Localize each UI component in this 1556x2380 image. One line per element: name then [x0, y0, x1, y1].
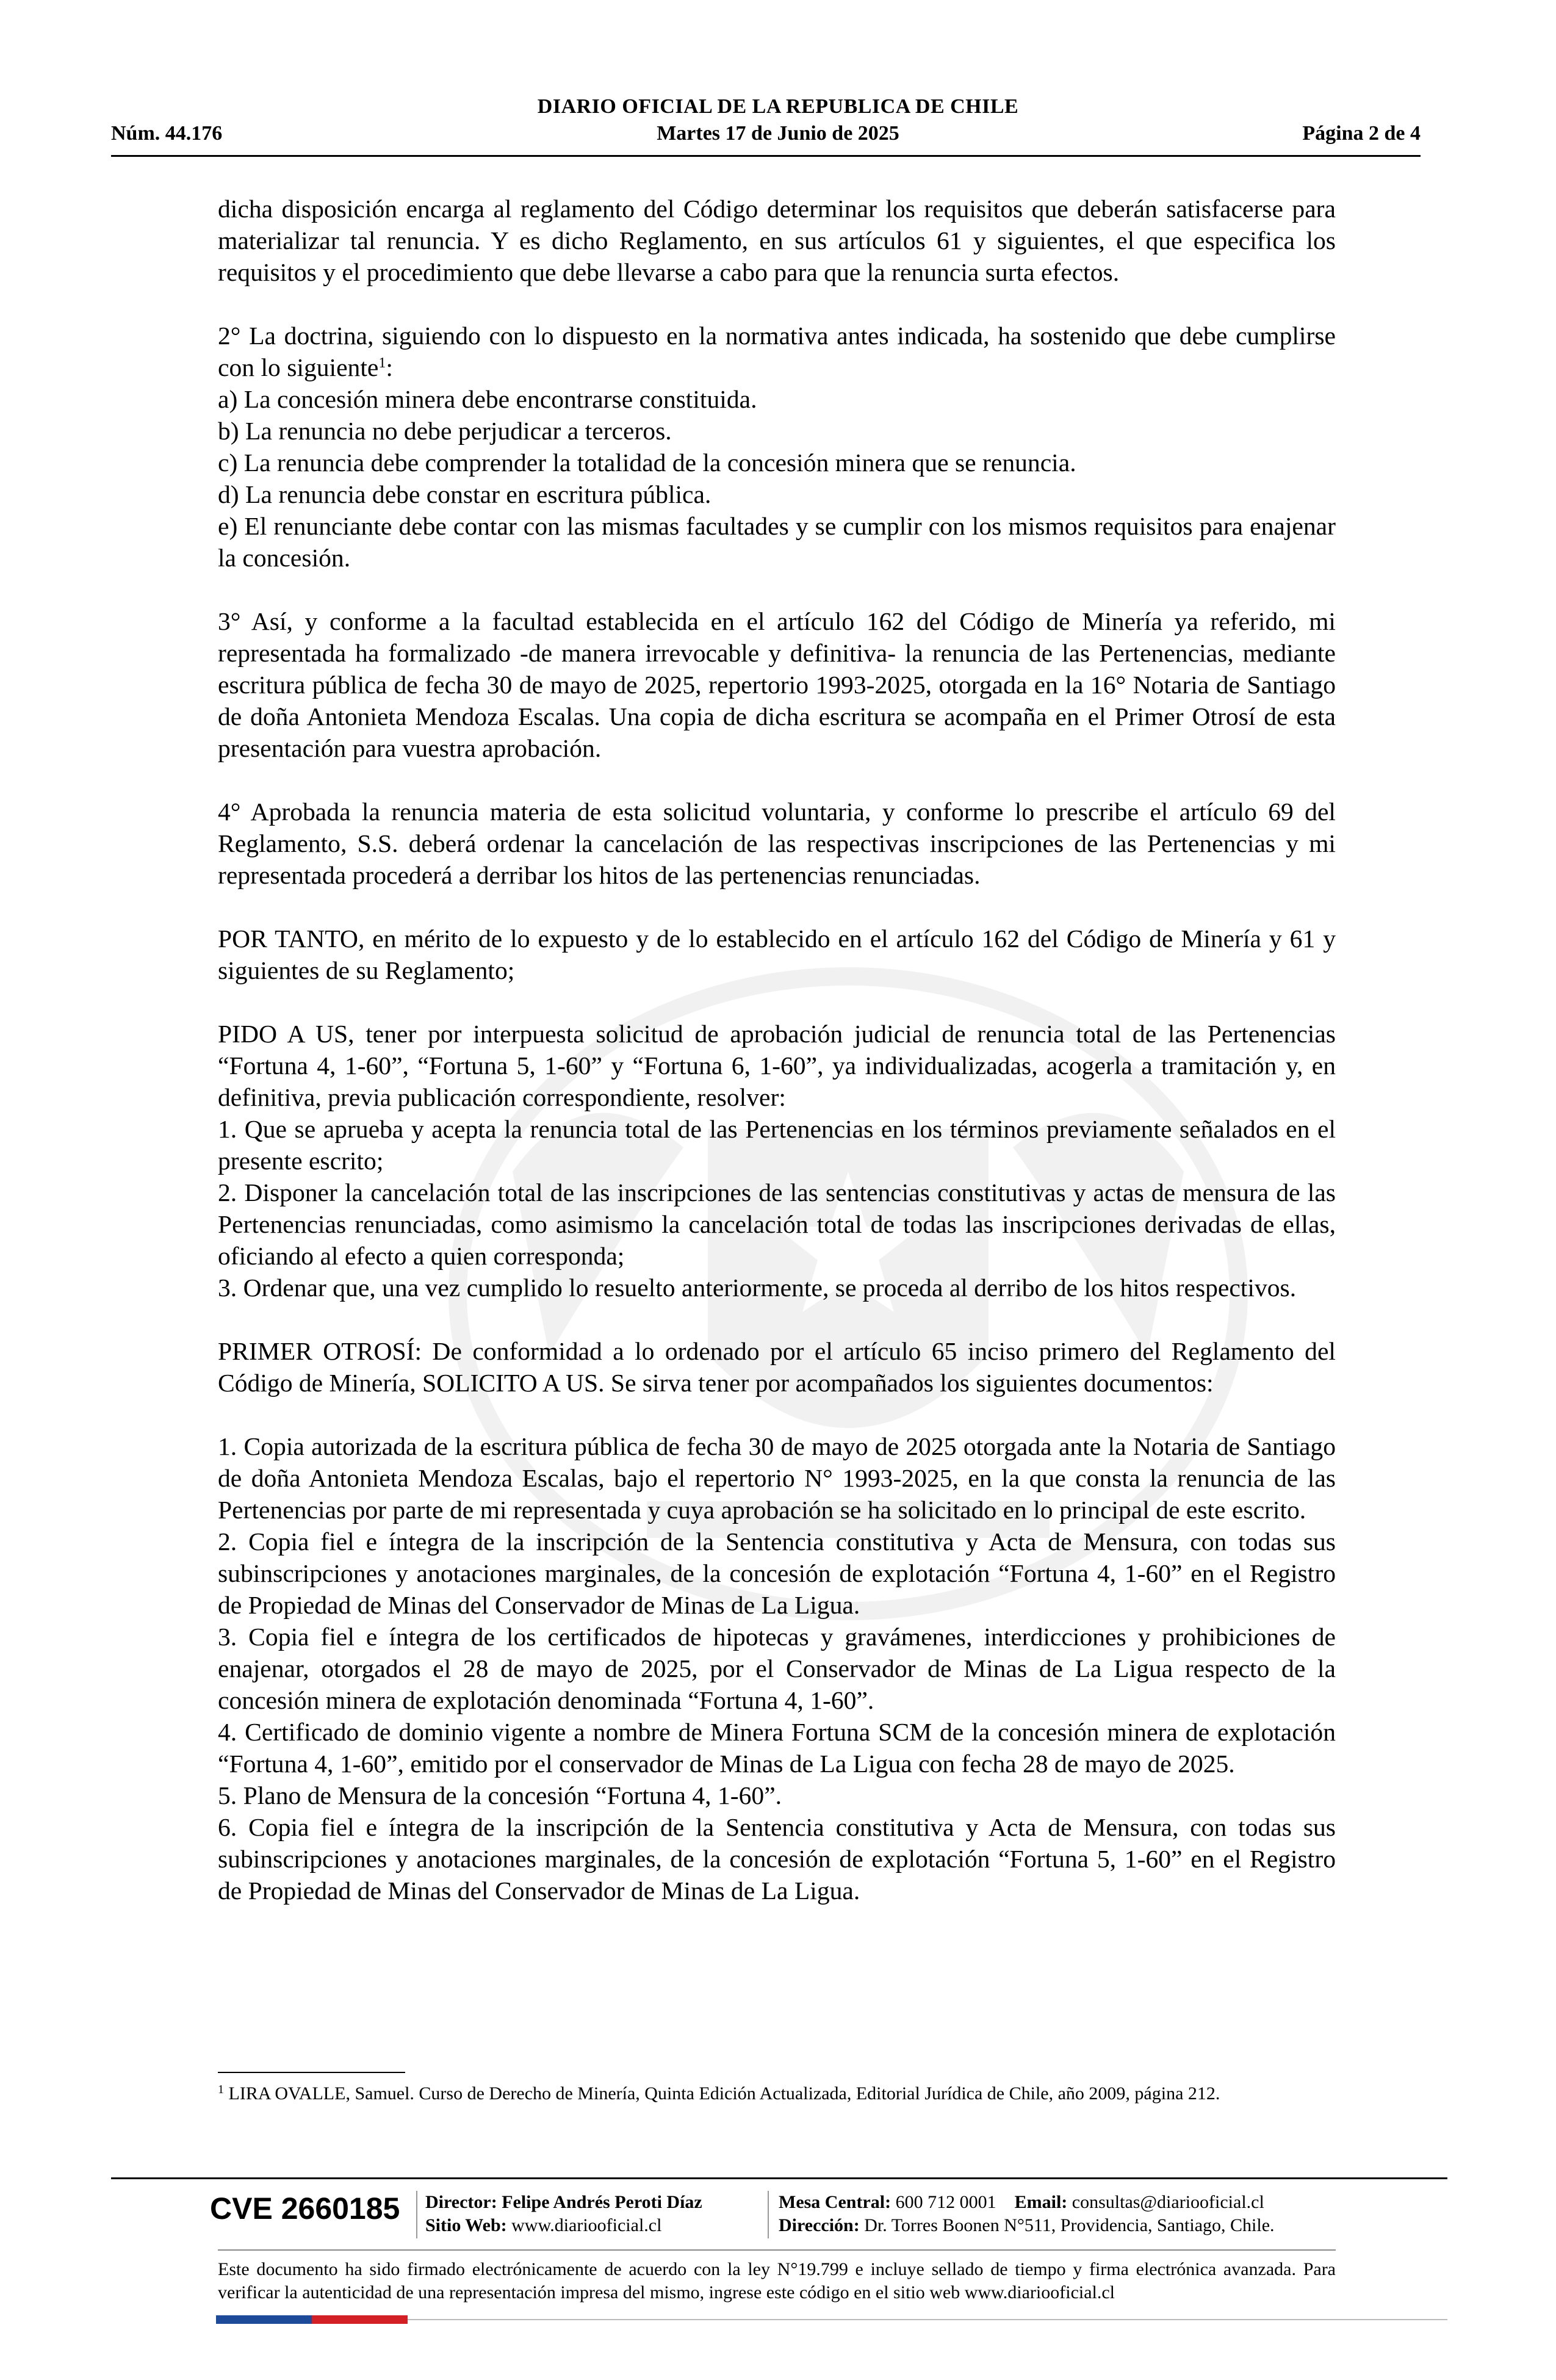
footer-contact-block — [779, 2191, 1275, 2237]
requirement-item-c: c) La renuncia debe comprender la totalidad de la concesión minera que se renuncia. — [218, 449, 1076, 477]
issue-number: Núm. 44.176 — [111, 122, 223, 145]
request-item-3: 3. Ordenar que, una vez cumplido lo resuelto anteriormente, se proceda al derribo de los hitos respectivos. — [218, 1274, 1297, 1302]
email-link[interactable]: consultas@diariooficial.cl — [1067, 2192, 1264, 2212]
mesa-label: Mesa Central: — [779, 2192, 891, 2212]
document-item-4: 4. Certificado de dominio vigente a nombre de Minera Fortuna SCM de la concesión minera de explotación “Fortuna 4, 1-60”, emitido por el conservador de Minas de La Ligua con fecha 28 de mayo de 2025. — [218, 1718, 1336, 1778]
paragraph-primer-otrosi: PRIMER OTROSÍ: De conformidad a lo ordenado por el artículo 65 inciso primero del Reglamento del Código de Minería, SOLICITO A US. Se sirva tener por acompañados los siguientes documentos: — [218, 1337, 1336, 1397]
address-label: Dirección: — [779, 2215, 860, 2235]
requirement-item-d: d) La renuncia debe constar en escritura pública. — [218, 480, 711, 508]
document-item-2: 2. Copia fiel e íntegra de la inscripción de la Sentencia constitutiva y Acta de Mensura, con todas sus subinscripciones y anotaciones marginales, de la concesión de explotación “Fortuna 4, 1-60” en el Registro de Propiedad de Minas del Conservador de Minas de La Ligua. — [218, 1527, 1336, 1619]
address-value: Dr. Torres Boonen N°511, Providencia, Santiago, Chile. — [859, 2215, 1275, 2235]
document-body — [218, 193, 1336, 1906]
page-number: Página 2 de 4 — [1302, 122, 1421, 145]
document-item-3: 3. Copia fiel e íntegra de los certificados de hipotecas y gravámenes, interdicciones y prohibiciones de enajenar, otorgados el 28 de mayo de 2025, por el Conservador de Minas de La Ligua respecto de la concesión minera de explotación denominada “Fortuna 4, 1-60”. — [218, 1623, 1336, 1714]
legal-notice: Este documento ha sido firmado electrónicamente de acuerdo con la ley N°19.799 e incluye sellado de tiempo y firma electrónica avanzada. Para verificar la autenticidad de una representación impresa del mismo, ingrese este código en el sitio web www.diariooficial.cl — [218, 2259, 1336, 2302]
header-divider — [111, 155, 1421, 157]
request-item-2: 2. Disponer la cancelación total de las inscripciones de las sentencias constitutivas y actas de mensura de las Pertenencias renunciadas, como asimismo la cancelación total de todas las inscripciones derivadas de ellas, oficiando al efecto a quien corresponda; — [218, 1178, 1336, 1270]
email-label: Email: — [1014, 2192, 1068, 2212]
footnote — [218, 2082, 1336, 2106]
requirement-item-a: a) La concesión minera debe encontrarse constituida. — [218, 385, 757, 413]
footer-separator-2 — [768, 2191, 769, 2238]
footer-inner-divider — [218, 2249, 1336, 2251]
document-item-1: 1. Copia autorizada de la escritura pública de fecha 30 de mayo de 2025 otorgada ante la Notaria de Santiago de doña Antonieta Mendoza Escalas, bajo el repertorio N° 1993-2025, en la que consta la renuncia de las Pertenencias por parte de mi representada y cuya aprobación se ha solicitado en lo principal de este escrito. — [218, 1432, 1336, 1524]
site-link[interactable]: www.diariooficial.cl — [506, 2215, 662, 2235]
footer-bottom-line — [408, 2319, 1447, 2320]
paragraph-2-text: 2° La doctrina, siguiendo con lo dispuesto en la normativa antes indicada, ha sostenido que debe cumplirse con lo siguiente — [218, 322, 1336, 381]
site-label: Sitio Web: — [425, 2215, 507, 2235]
flag-blue-segment — [216, 2315, 312, 2324]
issue-date: Martes 17 de Junio de 2025 — [657, 122, 899, 145]
paragraph-4: 4° Aprobada la renuncia materia de esta solicitud voluntaria, y conforme lo prescribe el artículo 69 del Reglamento, S.S. deberá ordenar la cancelación de las respectivas inscripciones de las Pertenencias y mi representada procederá a derribar los hitos de las pertenencias renunciadas. — [218, 798, 1336, 889]
requirement-item-e: e) El renunciante debe contar con las mismas facultades y se cumplir con los mismos requisitos para enajenar la concesión. — [218, 512, 1336, 572]
footnote-reference[interactable]: 1 — [378, 355, 386, 371]
paragraph-3: 3° Así, y conforme a la facultad establecida en el artículo 162 del Código de Minería ya referido, mi representada ha formalizado -de manera irrevocable y definitiva- la renuncia de las Pertenencias, mediante escritura pública de fecha 30 de mayo de 2025, repertorio 1993-2025, otorgada en la 16° Notaria de Santiago de doña Antonieta Mendoza Escalas. Una copia de dicha escritura se acompaña en el Primer Otrosí de esta presentación para vuestra aprobación. — [218, 607, 1336, 762]
cve-code: CVE 2660185 — [210, 2191, 400, 2226]
paragraph-por-tanto: POR TANTO, en mérito de lo expuesto y de lo establecido en el artículo 162 del Código de Minería y 61 y siguientes de su Reglamento; — [218, 925, 1336, 984]
paragraph-2-intro — [218, 320, 1336, 383]
newspaper-title: DIARIO OFICIAL DE LA REPUBLICA DE CHILE — [537, 95, 1019, 118]
requirement-item-b: b) La renuncia no debe perjudicar a terceros. — [218, 417, 672, 445]
mesa-phone: 600 712 0001 — [891, 2192, 996, 2212]
footer-separator — [416, 2191, 417, 2238]
footnote-divider — [218, 2072, 405, 2073]
chile-flag-bar — [216, 2315, 408, 2324]
paragraph-pido-a-us: PIDO A US, tener por interpuesta solicitud de aprobación judicial de renuncia total de las Pertenencias “Fortuna 4, 1-60”, “Fortuna 5, 1-60” y “Fortuna 6, 1-60”, ya individualizadas, acogerla a tramitación y, en definitiva, previa publicación correspondiente, resolver: — [218, 1020, 1336, 1111]
flag-red-segment — [312, 2315, 408, 2324]
footer-divider — [111, 2177, 1447, 2179]
director-label: Director: Felipe Andrés Peroti Díaz — [425, 2192, 702, 2212]
request-item-1: 1. Que se aprueba y acepta la renuncia total de las Pertenencias en los términos previamente señalados en el presente escrito; — [218, 1115, 1336, 1175]
paragraph-1: dicha disposición encarga al reglamento del Código determinar los requisitos que deberán satisfacerse para materializar tal renuncia. Y es dicho Reglamento, en sus artículos 61 y siguientes, el que especifica los requisitos y el procedimiento que debe llevarse a cabo para que la renuncia surta efectos. — [218, 195, 1336, 286]
footnote-marker: 1 — [218, 2083, 224, 2096]
document-item-5: 5. Plano de Mensura de la concesión “Fortuna 4, 1-60”. — [218, 1781, 782, 1809]
document-item-6: 6. Copia fiel e íntegra de la inscripción de la Sentencia constitutiva y Acta de Mensura, con todas sus subinscripciones y anotaciones marginales, de la concesión de explotación “Fortuna 5, 1-60” en el Registro de Propiedad de Minas del Conservador de Minas de La Ligua. — [218, 1813, 1336, 1905]
paragraph-2-colon: : — [386, 353, 393, 381]
footer-director-block — [425, 2191, 702, 2237]
footnote-text: LIRA OVALLE, Samuel. Curso de Derecho de Minería, Quinta Edición Actualizada, Editorial Jurídica de Chile, año 2009, página 212. — [224, 2083, 1220, 2104]
